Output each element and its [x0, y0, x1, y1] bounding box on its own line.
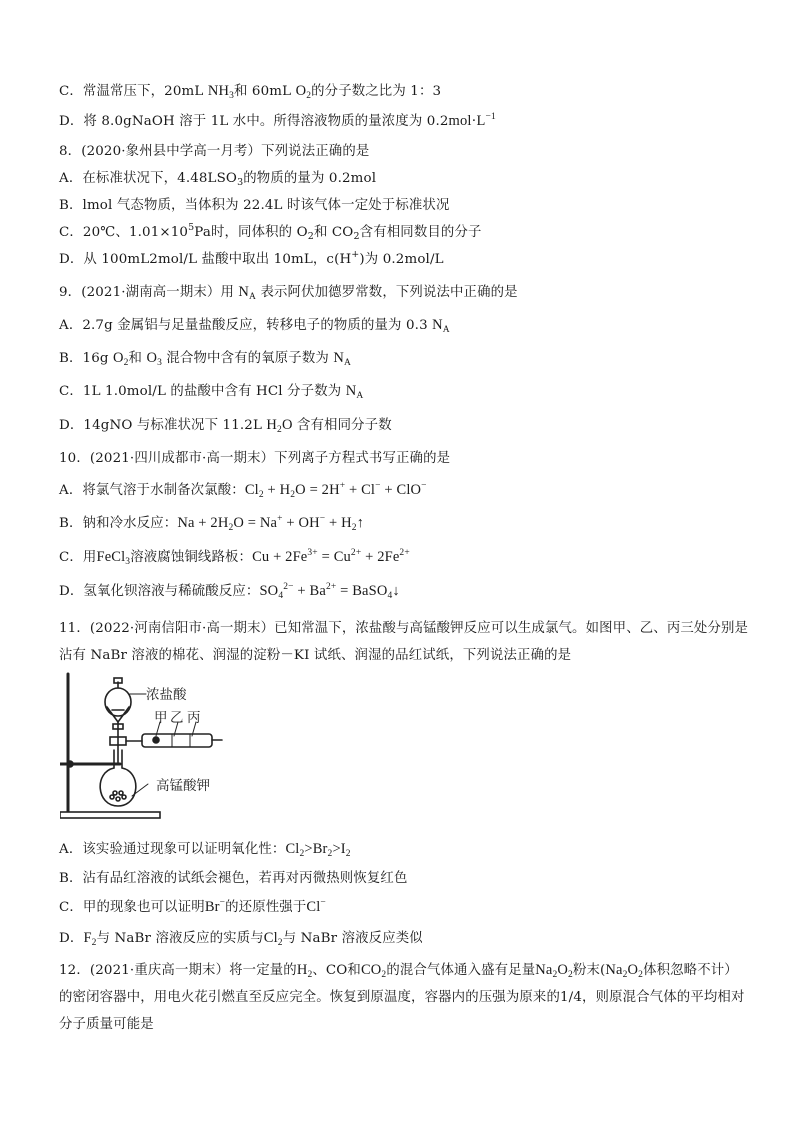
- question-8-option-b: B．lmol 气态物质，当体积为 22.4L 时该气体一定处于标准状况: [59, 198, 450, 213]
- question-11-option-d: D．$F_2$与 NaBr 溶液反应的实质与$Cl_2$与 NaBr 溶液反应类似: [59, 930, 423, 948]
- question-8-option-d: D．从 100mL2mol/L 盐酸中取出 10mL，c(H+)为 0.2mol/L: [59, 249, 444, 267]
- apparatus-figure: [60, 672, 240, 822]
- question-10-option-c: C．用FeCl$_3$溶液腐蚀铜线路板：$Cu + 2Fe^{3+} = Cu^{2+} + 2Fe^{2+}$: [59, 548, 410, 567]
- question-12-stem: 12．(2021·重庆高一期末）将一定量的$H_2$、CO和$CO_2$的混合气体通入盛有足量$Na_2O_2$粉末($Na_2O_2$体积忽略不计）的密闭容器中，用电火花引燃直至反应完全。恢复到原温度，容器内的压强为原来的1/4，则原混合气体的平均相对分子质量可能是: [59, 962, 745, 1032]
- question-11-option-b: B．沾有品红溶液的试纸会褪色，若再对丙微热则恢复红色: [59, 871, 408, 886]
- label-bing: 丙: [187, 710, 201, 726]
- question-11-option-a: A．该实验通过现象可以证明氧化性：$Cl_2>Br_2>I_2$: [59, 841, 351, 859]
- chlorine-apparatus-diagram: [60, 672, 240, 822]
- question-7-option-d: D．将 8.0gNaOH 溶于 1L 水中。所得溶液物质的量浓度为 $0.2mol\cdot L^{-1}$: [59, 112, 496, 129]
- question-8-option-c: C．20℃、$1.01\times 10^5Pa$时，同体积的 $O_2$和 $CO_2$含有相同数目的分子: [59, 222, 482, 242]
- question-7-option-c: C．常温常压下，20mL $NH_3$和 60mL $O_2$的分子数之比为 1：3: [59, 83, 442, 101]
- question-9-stem: 9．(2021·湖南高一期末）用 $N_A$ 表示阿伏加德罗常数，下列说法中正确的是: [59, 284, 518, 302]
- label-jia: 甲: [154, 710, 168, 726]
- label-yi: 乙: [170, 710, 184, 726]
- question-10-stem: 10．(2021·四川成都市·高一期末）下列离子方程式书写正确的是: [59, 451, 451, 466]
- question-8-option-a: A．在标准状况下，$4.48LSO_3$的物质的量为 0.2mol: [59, 171, 377, 188]
- question-11-option-c: C．甲的现象也可以证明Br−的还原性强于Cl−: [59, 898, 326, 915]
- question-10-option-a: A．将氯气溶于水制备次氯酸：$Cl_2 + H_2O = 2H^+ + Cl^- + ClO^-$: [59, 481, 427, 500]
- question-11-stem: 11．(2022·河南信阳市·高一期末）已知常温下，浓盐酸与高锰酸钾反应可以生成氯气。如图甲、乙、丙三处分别是沾有 NaBr 溶液的棉花、润湿的淀粉－KI 试纸、润湿的品红试纸，下列说法正确的是: [59, 621, 749, 663]
- question-9-option-c: C．1L 1.0mol/L 的盐酸中含有 HCl 分子数为 $N_A$: [59, 383, 364, 401]
- label-kmno4: 高锰酸钾: [156, 778, 210, 794]
- question-10-option-d: D．氢氧化钡溶液与稀硫酸反应：$SO_4^{2-} + Ba^{2+}$ = BaSO$_4$↓: [59, 582, 400, 601]
- question-9-option-d: D．14gNO 与标准状况下 11.2L $H_2O$ 含有相同分子数: [59, 417, 392, 435]
- label-concentrated-hcl: 浓盐酸: [146, 687, 187, 703]
- question-10-option-b: B．钠和冷水反应：$Na + 2H_2O = Na^+ + OH^-$ + $H_2↑$: [59, 514, 365, 533]
- question-9-option-b: B．16g $O_2$和 $O_3$ 混合物中含有的氧原子数为 $N_A$: [59, 350, 351, 368]
- question-8-stem: 8．(2020·象州县中学高一月考）下列说法正确的是: [59, 144, 370, 159]
- question-9-option-a: A．2.7g 金属铝与足量盐酸反应，转移电子的物质的量为 0.3 $N_A$: [59, 317, 450, 335]
